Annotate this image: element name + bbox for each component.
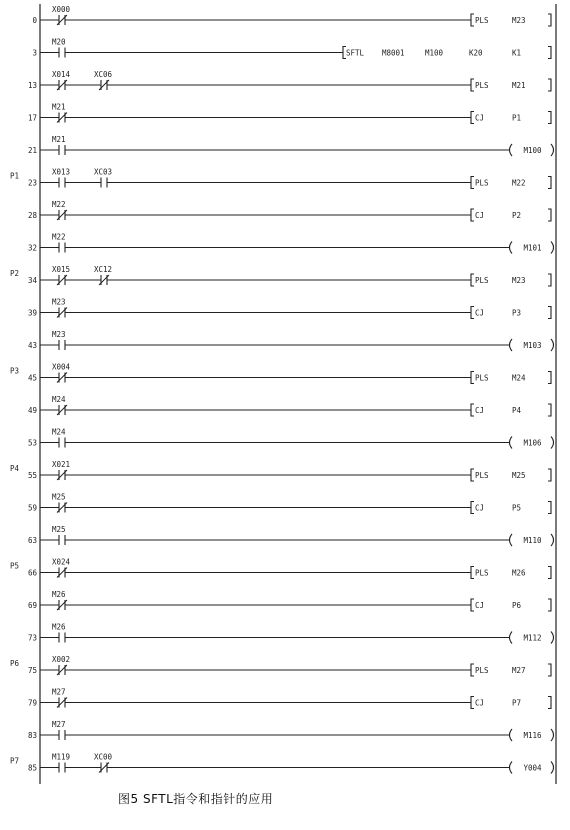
coil-left-arc: [510, 632, 513, 644]
contact-label: M24: [52, 427, 66, 437]
instruction-name: PLS: [475, 16, 489, 25]
instruction-name: PLS: [475, 276, 489, 285]
contact-label: M25: [52, 492, 66, 502]
step-number: 13: [27, 81, 37, 90]
instruction-close-bracket: [548, 79, 551, 91]
contact-label: XC00: [94, 752, 113, 762]
contact-label: M23: [52, 297, 66, 307]
step-number: 79: [27, 698, 37, 708]
instruction-operand: P6: [512, 601, 522, 610]
figure-caption: 图5 SFTL指令和指针的应用: [118, 792, 274, 806]
instruction-operand: M100: [425, 48, 444, 58]
instruction-operand: M27: [512, 666, 526, 675]
instruction-open-bracket: [471, 599, 474, 611]
step-number: 45: [27, 373, 37, 383]
step-number: 63: [27, 536, 37, 545]
step-number: 75: [27, 666, 37, 675]
step-number: 3: [32, 48, 37, 58]
instruction-name: PLS: [475, 471, 489, 480]
instruction-open-bracket: [471, 112, 474, 124]
coil-right-arc: [551, 632, 554, 644]
contact-label: M22: [52, 232, 66, 242]
instruction-operand: M21: [512, 81, 526, 90]
instruction-open-bracket: [471, 274, 474, 286]
pointer-label: P1: [10, 171, 20, 181]
step-number: 23: [27, 178, 37, 188]
instruction-operand: K20: [469, 48, 483, 58]
instruction-open-bracket: [471, 307, 474, 319]
coil-left-arc: [510, 762, 513, 774]
coil-label: M100: [523, 146, 542, 155]
pointer-label: P2: [10, 269, 20, 278]
instruction-close-bracket: [548, 112, 551, 124]
instruction-operand: M23: [512, 276, 526, 285]
pointer-label: P7: [10, 756, 20, 766]
step-number: 0: [32, 16, 37, 25]
instruction-close-bracket: [548, 404, 551, 416]
coil-right-arc: [551, 144, 554, 156]
contact-label: M119: [52, 752, 71, 762]
instruction-operand: SFTL: [346, 48, 365, 58]
contact-label: M25: [52, 525, 66, 534]
instruction-operand: P1: [512, 113, 522, 123]
step-number: 43: [27, 341, 37, 350]
contact-label: M22: [52, 200, 66, 209]
coil-label: M112: [523, 633, 542, 643]
step-number: 83: [27, 731, 37, 740]
instruction-open-bracket: [471, 567, 474, 579]
instruction-open-bracket: [471, 404, 474, 416]
coil-right-arc: [551, 729, 554, 741]
instruction-operand: P7: [512, 698, 522, 708]
instruction-close-bracket: [548, 14, 551, 26]
contact-label: M21: [52, 135, 66, 144]
instruction-operand: M23: [512, 16, 526, 25]
pointer-label: P3: [10, 366, 20, 376]
rungs-group: [10, 5, 554, 774]
contact-label: M24: [52, 395, 66, 404]
instruction-name: PLS: [475, 81, 489, 90]
instruction-name: PLS: [475, 568, 489, 578]
instruction-name: CJ: [475, 503, 485, 513]
instruction-close-bracket: [548, 209, 551, 221]
step-number: 39: [27, 308, 37, 318]
contact-label: M23: [52, 330, 66, 339]
instruction-name: CJ: [475, 308, 485, 318]
step-number: 69: [27, 601, 37, 610]
step-number: 59: [27, 503, 37, 513]
contact-label: X002: [52, 655, 71, 664]
step-number: 34: [27, 276, 37, 285]
contact-label: M21: [52, 102, 66, 112]
instruction-name: CJ: [475, 698, 485, 708]
instruction-name: CJ: [475, 113, 485, 123]
step-number: 85: [27, 763, 37, 773]
contact-label: M26: [52, 590, 66, 599]
instruction-operand: P5: [512, 503, 522, 513]
contact-label: M27: [52, 687, 66, 697]
instruction-operand: P4: [512, 406, 522, 415]
coil-right-arc: [551, 437, 554, 449]
coil-right-arc: [551, 242, 554, 254]
instruction-open-bracket: [471, 209, 474, 221]
instruction-operand: M24: [512, 373, 526, 383]
coil-right-arc: [551, 762, 554, 774]
pointer-label: P5: [10, 561, 20, 571]
instruction-close-bracket: [548, 599, 551, 611]
coil-left-arc: [510, 534, 513, 546]
instruction-close-bracket: [548, 372, 551, 384]
contact-label: XC03: [94, 167, 113, 177]
coil-left-arc: [510, 729, 513, 741]
instruction-name: CJ: [475, 211, 485, 220]
instruction-open-bracket: [471, 177, 474, 189]
instruction-open-bracket: [471, 79, 474, 91]
coil-label: M103: [523, 341, 542, 350]
instruction-operand: M22: [512, 178, 526, 188]
instruction-close-bracket: [548, 469, 551, 481]
coil-label: M110: [523, 536, 542, 545]
instruction-close-bracket: [548, 502, 551, 514]
contact-label: X004: [52, 362, 71, 372]
coil-label: Y004: [523, 763, 542, 773]
instruction-operand: M26: [512, 568, 526, 578]
contact-label: X015: [52, 265, 71, 274]
instruction-close-bracket: [548, 664, 551, 676]
instruction-close-bracket: [548, 47, 551, 59]
contact-label: XC06: [94, 70, 113, 79]
instruction-close-bracket: [548, 274, 551, 286]
instruction-name: PLS: [475, 178, 489, 188]
contact-label: X000: [52, 5, 71, 14]
coil-label: M106: [523, 438, 542, 448]
coil-left-arc: [510, 339, 513, 351]
instruction-name: CJ: [475, 406, 485, 415]
coil-label: M116: [523, 731, 542, 740]
instruction-close-bracket: [548, 177, 551, 189]
instruction-name: PLS: [475, 666, 489, 675]
pointer-label: P6: [10, 659, 20, 668]
contact-label: M27: [52, 720, 66, 729]
coil-label: M101: [523, 243, 542, 253]
step-number: 53: [27, 438, 37, 448]
step-number: 49: [27, 406, 37, 415]
instruction-open-bracket: [471, 502, 474, 514]
instruction-operand: M25: [512, 471, 526, 480]
contact-label: X024: [52, 557, 71, 567]
step-number: 28: [27, 211, 37, 220]
contact-label: M26: [52, 622, 66, 632]
step-number: 55: [27, 471, 37, 480]
pointer-label: P4: [10, 464, 20, 473]
instruction-operand: P3: [512, 308, 522, 318]
coil-left-arc: [510, 437, 513, 449]
contact-label: M20: [52, 37, 66, 47]
contact-label: XC12: [94, 265, 113, 274]
instruction-open-bracket: [471, 14, 474, 26]
instruction-close-bracket: [548, 697, 551, 709]
step-number: 73: [27, 633, 37, 643]
instruction-operand: P2: [512, 211, 522, 220]
contact-label: X021: [52, 460, 71, 469]
step-number: 17: [27, 113, 37, 123]
step-number: 66: [27, 568, 37, 578]
coil-left-arc: [510, 144, 513, 156]
instruction-close-bracket: [548, 567, 551, 579]
instruction-open-bracket: [471, 372, 474, 384]
instruction-operand: K1: [512, 48, 522, 58]
step-number: 21: [27, 146, 37, 155]
instruction-close-bracket: [548, 307, 551, 319]
coil-left-arc: [510, 242, 513, 254]
instruction-open-bracket: [471, 469, 474, 481]
instruction-open-bracket: [471, 697, 474, 709]
instruction-name: PLS: [475, 373, 489, 383]
instruction-name: CJ: [475, 601, 485, 610]
contact-label: X013: [52, 167, 71, 177]
step-number: 32: [27, 243, 37, 253]
instruction-open-bracket: [471, 664, 474, 676]
instruction-operand: M8001: [382, 48, 405, 58]
coil-right-arc: [551, 339, 554, 351]
coil-right-arc: [551, 534, 554, 546]
contact-label: X014: [52, 70, 71, 79]
